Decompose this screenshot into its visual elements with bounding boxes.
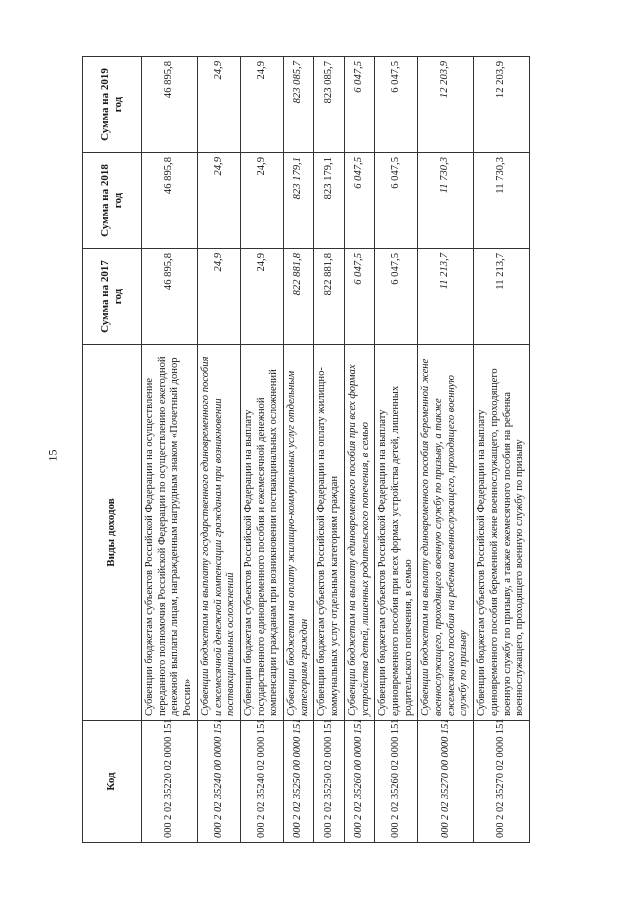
row-sum-2019: 6 047,5 [344, 57, 374, 153]
table-row [418, 57, 474, 843]
row-sum-2019: 823 085,7 [314, 57, 344, 153]
row-sum-2019: 24,9 [197, 57, 240, 153]
row-income-type: Субвенции бюджетам субъектов Российской Федерации на осуществление переданного полномочия Российской Федерации по осуществлению ежегодной денежной выплаты лицам, награжденным нагрудным знаком «Почетный донор России» [142, 345, 198, 721]
row-sum-2019: 823 085,7 [284, 57, 314, 153]
table-row [344, 57, 374, 843]
row-code: 000 2 02 35240 02 0000 151 [240, 721, 283, 843]
table-row [142, 57, 198, 843]
rotated-table-container [82, 57, 562, 843]
row-sum-2018: 11 730,3 [474, 153, 530, 249]
row-sum-2019: 6 047,5 [375, 57, 418, 153]
row-sum-2019: 12 203,9 [418, 57, 474, 153]
row-code: 000 2 02 35220 02 0000 151 [142, 721, 198, 843]
row-income-type: Субвенции бюджетам субъектов Российской Федерации на выплату единовременного пособия при всех формах устройства детей, лишенных родительского попечения, в семью [375, 345, 418, 721]
row-sum-2018: 6 047,5 [375, 153, 418, 249]
row-code: 000 2 02 35250 00 0000 151 [284, 721, 314, 843]
row-income-type: Субвенции бюджетам субъектов Российской Федерации на выплату государственного единовременного пособия и ежемесячной денежной компенсации гражданам при возникновении поствакцинальных осложнений [240, 345, 283, 721]
row-income-type: Субвенции бюджетам субъектов Российской Федерации на выплату единовременного пособия беременной жене военнослужащего, проходящего военную службу по призыву, а также ежемесячного пособия на ребенка военнослужащего, проходящего военную службу по призыву [474, 345, 530, 721]
page-number: 15 [45, 449, 60, 462]
row-code: 000 2 02 35260 00 0000 151 [344, 721, 374, 843]
row-sum-2018: 823 179,1 [314, 153, 344, 249]
row-code: 000 2 02 35270 02 0000 151 [474, 721, 530, 843]
table-row [197, 57, 240, 843]
row-sum-2017: 24,9 [240, 249, 283, 345]
row-sum-2019: 24,9 [240, 57, 283, 153]
row-sum-2018: 24,9 [240, 153, 283, 249]
budget-table [82, 56, 530, 843]
header-income-type: Виды доходов [83, 345, 142, 721]
row-sum-2018: 46 895,8 [142, 153, 198, 249]
row-sum-2018: 823 179,1 [284, 153, 314, 249]
table-header-row [83, 57, 142, 843]
row-sum-2017: 46 895,8 [142, 249, 198, 345]
row-sum-2018: 6 047,5 [344, 153, 374, 249]
row-sum-2018: 11 730,3 [418, 153, 474, 249]
row-income-type: Субвенции бюджетам субъектов Российской Федерации на оплату жилищно-коммунальных услуг отдельным категориям граждан [314, 345, 344, 721]
header-sum-2017: Сумма на 2017 год [83, 249, 142, 345]
row-sum-2017: 6 047,5 [344, 249, 374, 345]
table-row [314, 57, 344, 843]
row-sum-2017: 11 213,7 [474, 249, 530, 345]
row-code: 000 2 02 35250 02 0000 151 [314, 721, 344, 843]
row-income-type: Субвенции бюджетам на выплату единовременного пособия беременной жене военнослужащего, проходящего военную службу по призыву, а также ежемесячного пособия на ребенка военнослужащего, проходящего военную службу по призыву [418, 345, 474, 721]
table-row [375, 57, 418, 843]
row-sum-2019: 46 895,8 [142, 57, 198, 153]
row-code: 000 2 02 35260 02 0000 151 [375, 721, 418, 843]
table-row [284, 57, 314, 843]
table-row [474, 57, 530, 843]
header-sum-2019: Сумма на 2019 год [83, 57, 142, 153]
row-sum-2017: 822 881,8 [284, 249, 314, 345]
row-sum-2017: 11 213,7 [418, 249, 474, 345]
row-sum-2017: 6 047,5 [375, 249, 418, 345]
row-income-type: Субвенции бюджетам на выплату единовременного пособия при всех формах устройства детей, лишенных родительского попечения, в семью [344, 345, 374, 721]
row-sum-2019: 12 203,9 [474, 57, 530, 153]
row-code: 000 2 02 35270 00 0000 151 [418, 721, 474, 843]
row-sum-2018: 24,9 [197, 153, 240, 249]
header-sum-2018: Сумма на 2018 год [83, 153, 142, 249]
row-sum-2017: 24,9 [197, 249, 240, 345]
row-income-type: Субвенции бюджетам на оплату жилищно-коммунальных услуг отдельным категориям граждан [284, 345, 314, 721]
row-income-type: Субвенции бюджетам на выплату государственного единовременного пособия и ежемесячной денежной компенсации гражданам при возникновении поствакцинальных осложнений [197, 345, 240, 721]
header-code: Код [83, 721, 142, 843]
row-code: 000 2 02 35240 00 0000 151 [197, 721, 240, 843]
row-sum-2017: 822 881,8 [314, 249, 344, 345]
table-row [240, 57, 283, 843]
